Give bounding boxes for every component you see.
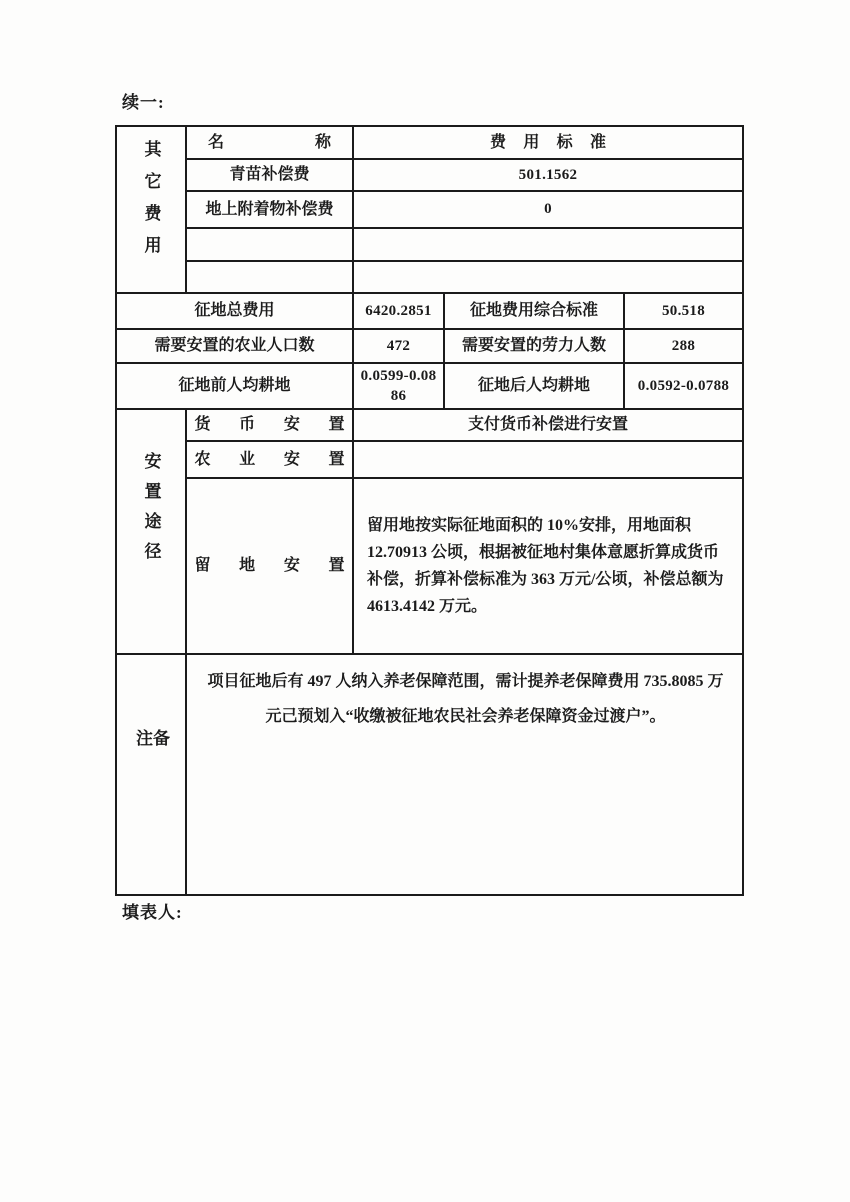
resettlement-row-header	[117, 410, 187, 655]
fee-name-cell: 青苗补偿费	[187, 160, 354, 192]
form-filler-label: 填表人:	[122, 903, 183, 922]
remarks-row-header	[117, 655, 187, 894]
resettlement-section	[117, 410, 742, 655]
fee-standard-cell-empty	[354, 229, 742, 262]
remarks-row-header-text: 备注	[133, 728, 169, 854]
agricultural-resettlement-content	[354, 442, 742, 479]
agri-population-value: 472	[354, 330, 445, 364]
fee-name-cell: 地上附着物补偿费	[187, 192, 354, 229]
composite-standard-label: 征地费用综合标准	[445, 294, 625, 330]
other-fees-row-header-text: 其它费用	[141, 140, 161, 268]
composite-standard-value: 50.518	[625, 294, 742, 330]
total-cost-value: 6420.2851	[354, 294, 445, 330]
remarks-section	[117, 655, 742, 894]
pre-expropriation-land-value: 0.0599-0.0886	[354, 364, 445, 410]
fee-standard-cell: 501.1562	[354, 160, 742, 192]
retained-land-resettlement-content: 留用地按实际征地面积的 10%安排，用地面积 12.70913 公顷，根据被征地村集体意愿折算成货币补偿，折算补偿标准为 363 万元/公顷，补偿总额为 4613.4142 万元。	[354, 479, 742, 655]
labor-count-label: 需要安置的劳力人数	[445, 330, 625, 364]
pre-expropriation-land-label: 征地前人均耕地	[117, 364, 354, 410]
continuation-label: 续一:	[122, 93, 165, 112]
total-cost-label: 征地总费用	[117, 294, 354, 330]
post-expropriation-land-value: 0.0592-0.0788	[625, 364, 742, 410]
monetary-resettlement-content: 支付货币补偿进行安置	[354, 410, 742, 442]
monetary-resettlement-label: 货币安置	[187, 410, 354, 442]
fee-name-header: 名称	[187, 127, 354, 160]
summary-section	[117, 294, 742, 410]
other-fees-section	[117, 127, 742, 294]
fee-name-cell-empty	[187, 229, 354, 262]
fee-standard-header: 费用标准	[354, 127, 742, 160]
resettlement-row-header-text: 安置途径	[141, 452, 161, 572]
remarks-content: 项目征地后有 497 人纳入养老保障范围，需计提养老保障费用 735.8085 万元己预划入“收缴被征地农民社会养老保障资金过渡户”。	[207, 673, 724, 725]
post-expropriation-land-label: 征地后人均耕地	[445, 364, 625, 410]
retained-land-resettlement-label: 留地安置	[187, 479, 354, 655]
fee-name-cell-empty	[187, 262, 354, 294]
agri-population-label: 需要安置的农业人口数	[117, 330, 354, 364]
fee-standard-cell: 0	[354, 192, 742, 229]
agricultural-resettlement-label: 农业安置	[187, 442, 354, 479]
land-compensation-table	[115, 125, 744, 896]
labor-count-value: 288	[625, 330, 742, 364]
other-fees-row-header	[117, 127, 187, 294]
fee-standard-cell-empty	[354, 262, 742, 294]
